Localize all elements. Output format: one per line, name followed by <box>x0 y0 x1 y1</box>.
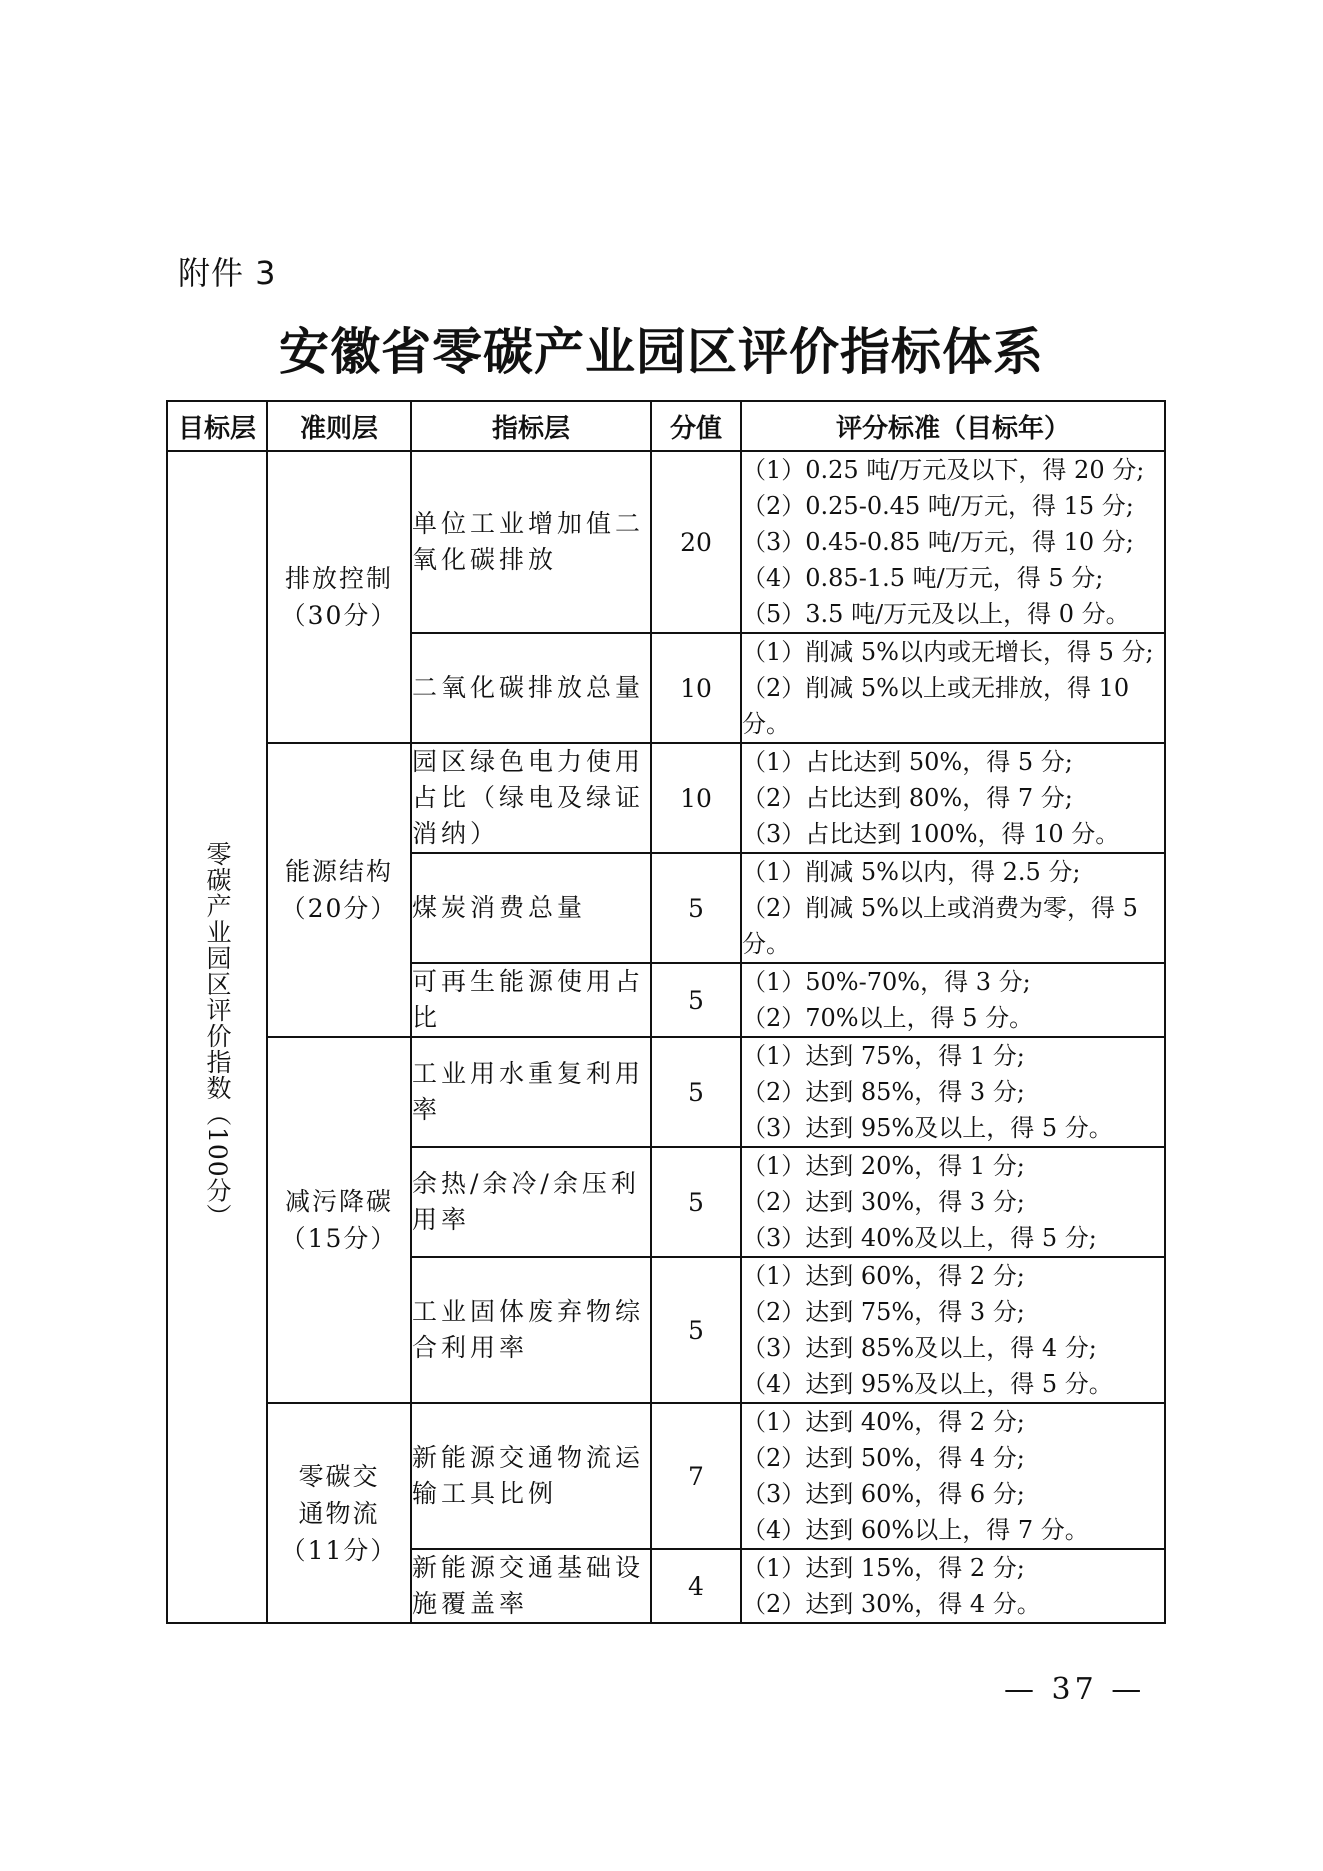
criteria-score: （11分） <box>280 1535 398 1565</box>
standard-line: （1）达到 40%，得 2 分; <box>742 1408 1025 1436</box>
criteria-score: （20分） <box>280 894 398 923</box>
indicator-cell: 余热/余冷/余压利用率 <box>411 1147 651 1257</box>
standard-line: （1）达到 20%，得 1 分; <box>742 1152 1025 1180</box>
table-row <box>167 743 1165 853</box>
document-title: 安徽省零碳产业园区评价指标体系 <box>279 322 1044 381</box>
header-goal: 目标层 <box>167 401 267 451</box>
indicator-cell: 新能源交通物流运输工具比例 <box>411 1403 651 1549</box>
table-row <box>167 1037 1165 1147</box>
table-row <box>167 1403 1165 1549</box>
indicator-cell: 煤炭消费总量 <box>411 853 651 963</box>
page-number: — 37 — <box>1004 1672 1146 1707</box>
standard-line: （2）占比达到 80%，得 7 分; <box>742 784 1073 812</box>
criteria-name: 减污降碳 <box>284 1187 393 1216</box>
standard-cell <box>741 743 1165 853</box>
score-cell: 10 <box>651 633 741 743</box>
indicator-cell: 工业用水重复利用率 <box>411 1037 651 1147</box>
standard-cell <box>741 1257 1165 1403</box>
criteria-name: 零碳交通物流 <box>298 1461 380 1528</box>
standard-line: （1）达到 75%，得 1 分; <box>742 1042 1025 1070</box>
header-criteria: 准则层 <box>267 401 411 451</box>
standard-cell <box>741 853 1165 963</box>
standard-line: （3）达到 85%及以上，得 4 分; <box>742 1334 1097 1362</box>
standard-cell <box>741 1037 1165 1147</box>
indicator-cell: 园区绿色电力使用占比（绿电及绿证消纳） <box>411 743 651 853</box>
score-cell: 10 <box>651 743 741 853</box>
criteria-name: 能源结构 <box>284 857 393 886</box>
standard-cell <box>741 963 1165 1037</box>
standard-line: （4）达到 95%及以上，得 5 分。 <box>742 1370 1113 1398</box>
standard-line: （2）削减 5%以上或消费为零，得 5 <box>742 894 1138 922</box>
standard-line: （1）50%-70%，得 3 分; <box>742 968 1031 996</box>
standard-line: （2）70%以上，得 5 分。 <box>742 1004 1034 1032</box>
indicator-cell: 单位工业增加值二氧化碳排放 <box>411 451 651 633</box>
score-cell: 7 <box>651 1403 741 1549</box>
header-standard: 评分标准（目标年） <box>741 401 1165 451</box>
score-cell: 4 <box>651 1549 741 1623</box>
standard-line: 分。 <box>742 710 790 738</box>
standard-line: （5）3.5 吨/万元及以上，得 0 分。 <box>742 600 1130 628</box>
criteria-cell <box>267 451 411 743</box>
standard-cell <box>741 451 1165 633</box>
standard-line: （2）达到 85%，得 3 分; <box>742 1078 1025 1106</box>
criteria-cell <box>267 743 411 1037</box>
score-cell: 5 <box>651 1257 741 1403</box>
standard-line: （3）达到 60%，得 6 分; <box>742 1480 1025 1508</box>
attachment-label: 附件 3 <box>178 254 277 292</box>
standard-line: 分。 <box>742 930 790 958</box>
criteria-name: 排放控制 <box>284 564 393 593</box>
criteria-score: （30分） <box>280 601 398 630</box>
table-header-row <box>167 401 1165 451</box>
standard-line: （1）削减 5%以内，得 2.5 分; <box>742 858 1081 886</box>
standard-line: （2）达到 30%，得 3 分; <box>742 1188 1025 1216</box>
criteria-score: （15分） <box>280 1224 398 1253</box>
standard-line: （1）占比达到 50%，得 5 分; <box>742 748 1073 776</box>
score-cell: 5 <box>651 1037 741 1147</box>
score-cell: 5 <box>651 1147 741 1257</box>
standard-line: （1）0.25 吨/万元及以下，得 20 分; <box>742 456 1145 484</box>
standard-cell <box>741 633 1165 743</box>
standard-cell <box>741 1549 1165 1623</box>
standard-line: （3）达到 40%及以上，得 5 分; <box>742 1224 1097 1252</box>
standard-cell <box>741 1147 1165 1257</box>
criteria-cell <box>267 1037 411 1403</box>
standard-line: （3）达到 95%及以上，得 5 分。 <box>742 1114 1113 1142</box>
standard-line: （3）占比达到 100%，得 10 分。 <box>742 820 1120 848</box>
standard-line: （2）达到 50%，得 4 分; <box>742 1444 1025 1472</box>
standard-line: （2）达到 75%，得 3 分; <box>742 1298 1025 1326</box>
indicator-cell: 可再生能源使用占比 <box>411 963 651 1037</box>
standard-line: （4）达到 60%以上，得 7 分。 <box>742 1516 1089 1544</box>
goal-cell <box>167 451 267 1623</box>
table-row <box>167 451 1165 633</box>
standard-line: （2）削减 5%以上或无排放，得 10 <box>742 674 1130 702</box>
standard-cell <box>741 1403 1165 1549</box>
standard-line: （1）削减 5%以内或无增长，得 5 分; <box>742 638 1154 666</box>
evaluation-index-table <box>166 400 1166 1624</box>
header-indicator: 指标层 <box>411 401 651 451</box>
standard-line: （1）达到 15%，得 2 分; <box>742 1554 1025 1582</box>
indicator-cell: 新能源交通基础设施覆盖率 <box>411 1549 651 1623</box>
indicator-cell: 工业固体废弃物综合利用率 <box>411 1257 651 1403</box>
standard-line: （2）达到 30%，得 4 分。 <box>742 1590 1041 1618</box>
standard-line: （3）0.45-0.85 吨/万元，得 10 分; <box>742 528 1134 556</box>
standard-line: （4）0.85-1.5 吨/万元，得 5 分; <box>742 564 1104 592</box>
indicator-cell: 二氧化碳排放总量 <box>411 633 651 743</box>
header-score: 分值 <box>651 401 741 451</box>
standard-line: （2）0.25-0.45 吨/万元，得 15 分; <box>742 492 1134 520</box>
score-cell: 20 <box>651 451 741 633</box>
score-cell: 5 <box>651 963 741 1037</box>
criteria-cell <box>267 1403 411 1623</box>
score-cell: 5 <box>651 853 741 963</box>
standard-line: （1）达到 60%，得 2 分; <box>742 1262 1025 1290</box>
goal-text: 零碳产业园区评价指数（100分） <box>203 840 232 1230</box>
